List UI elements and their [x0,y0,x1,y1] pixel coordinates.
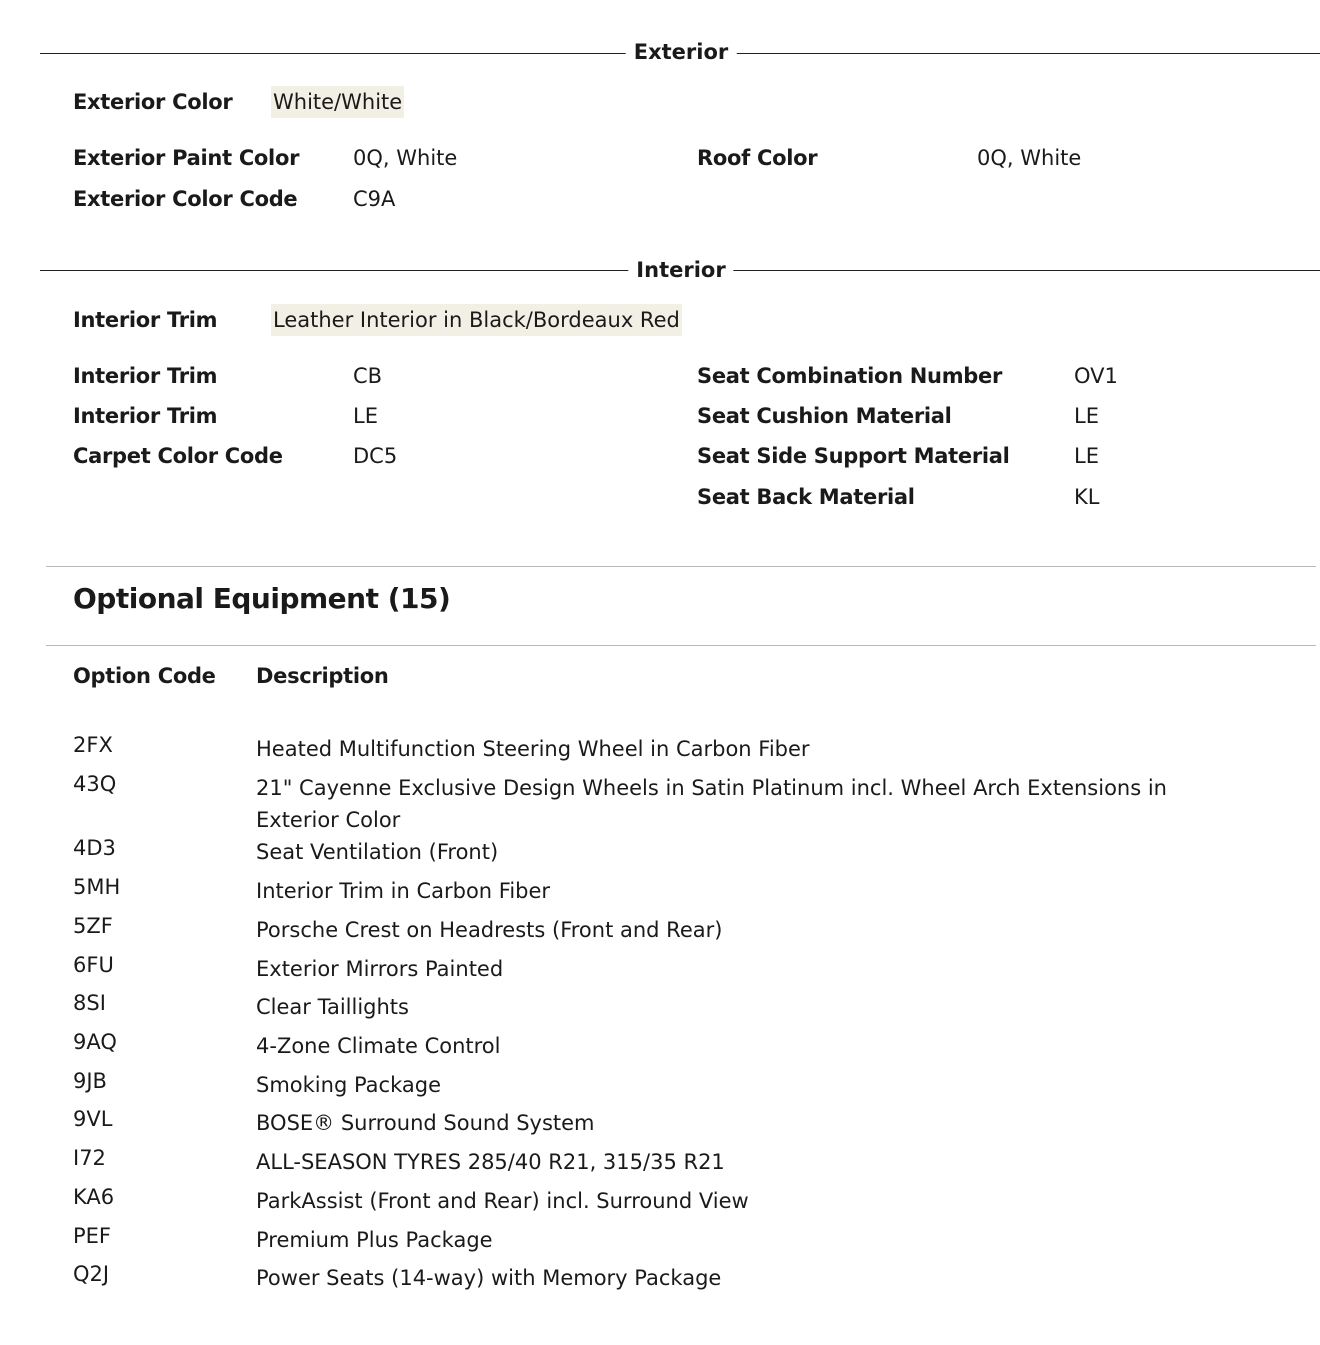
option-description: Heated Multifunction Steering Wheel in Carbon Fiber [256,737,810,761]
exterior-color-code-label: Exterior Color Code [73,187,298,211]
option-code: 9VL [73,1107,113,1131]
exterior-color-label: Exterior Color [73,90,233,114]
option-code: 5ZF [73,914,113,938]
interior-trim-highlight: Leather Interior in Black/Bordeaux Red [271,304,682,336]
option-code: I72 [73,1146,106,1170]
interior-trim-value [273,308,682,332]
option-description: Interior Trim in Carbon Fiber [256,879,551,903]
optional-equipment-top-rule [46,566,1316,567]
option-description: 4-Zone Climate Control [256,1034,501,1058]
option-code: 43Q [73,772,117,796]
carpet-color-code-value: DC5 [353,444,398,468]
option-code: 9AQ [73,1030,117,1054]
seat-cushion-material-label: Seat Cushion Material [697,404,952,428]
seat-back-material-label: Seat Back Material [697,485,915,509]
option-code: 6FU [73,953,114,977]
seat-combination-number-label: Seat Combination Number [697,364,1003,388]
option-code: 8SI [73,991,106,1015]
option-code: 4D3 [73,836,116,860]
carpet-color-code-label: Carpet Color Code [73,444,283,468]
option-code: 5MH [73,875,121,899]
exterior-color-code-value: C9A [353,187,396,211]
interior-trim-label: Interior Trim [73,308,218,332]
optional-equipment-bottom-rule [46,645,1316,646]
option-description: Exterior Mirrors Painted [256,957,504,981]
interior-trim-code-label: Interior Trim [73,364,218,388]
option-description: Premium Plus Package [256,1228,493,1252]
seat-cushion-material-value: LE [1074,404,1099,428]
option-code: 2FX [73,733,113,757]
exterior-paint-color-label: Exterior Paint Color [73,146,300,170]
option-description: Seat Ventilation (Front) [256,840,499,864]
option-code-column-header: Option Code [73,664,216,688]
interior-trim-code-value: CB [353,364,383,388]
interior-trim-material-value: LE [353,404,378,428]
seat-side-support-material-label: Seat Side Support Material [697,444,1010,468]
seat-side-support-material-value: LE [1074,444,1099,468]
exterior-paint-color-value: 0Q, White [353,146,458,170]
option-code: 9JB [73,1069,107,1093]
option-code: KA6 [73,1185,115,1209]
option-description: ALL-SEASON TYRES 285/40 R21, 315/35 R21 [256,1150,725,1174]
seat-combination-number-value: OV1 [1074,364,1118,388]
option-description: Porsche Crest on Headrests (Front and Rear) [256,918,723,942]
exterior-section-title: Exterior [626,40,737,64]
option-code: PEF [73,1224,112,1248]
description-column-header: Description [256,664,389,688]
option-description: Smoking Package [256,1073,441,1097]
roof-color-label: Roof Color [697,146,818,170]
option-description: 21" Cayenne Exclusive Design Wheels in Satin Platinum incl. Wheel Arch Extensions in Exterior Color [256,776,1167,832]
option-description: Clear Taillights [256,995,409,1019]
option-description: BOSE® Surround Sound System [256,1111,595,1135]
roof-color-value: 0Q, White [977,146,1082,170]
exterior-color-highlight: White/White [271,86,404,118]
interior-section-title: Interior [628,258,733,282]
option-description: Power Seats (14-way) with Memory Package [256,1266,722,1290]
option-code: Q2J [73,1262,110,1286]
seat-back-material-value: KL [1074,485,1100,509]
exterior-color-value [273,90,404,114]
optional-equipment-heading: Optional Equipment (15) [73,582,451,615]
interior-trim-material-label: Interior Trim [73,404,218,428]
option-description: ParkAssist (Front and Rear) incl. Surround View [256,1189,749,1213]
